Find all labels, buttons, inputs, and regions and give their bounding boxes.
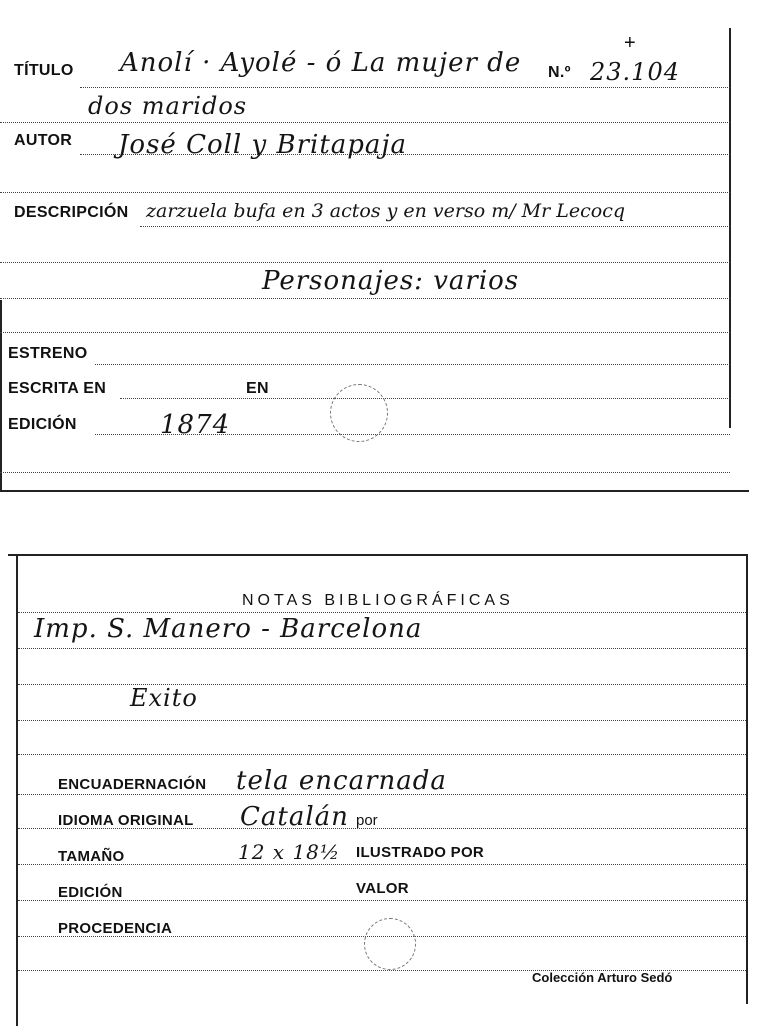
rule bbox=[0, 298, 730, 299]
escrita-en-label: ESCRITA EN bbox=[8, 380, 107, 397]
en-label: EN bbox=[246, 380, 269, 397]
numero-value: 23.104 bbox=[590, 58, 680, 86]
bottom-card-left-border bbox=[16, 556, 18, 1026]
rule bbox=[18, 900, 746, 901]
encuadernacion-value: tela encarnada bbox=[236, 766, 447, 796]
rule bbox=[95, 364, 730, 365]
idioma-original-label: IDIOMA ORIGINAL bbox=[58, 812, 194, 829]
rule bbox=[0, 262, 730, 263]
encuadernacion-label: ENCUADERNACIÓN bbox=[58, 776, 207, 793]
idioma-original-value: Catalán bbox=[240, 802, 349, 832]
rule bbox=[18, 612, 746, 613]
faint-stamp-circle bbox=[330, 384, 388, 442]
titulo-label: TÍTULO bbox=[14, 62, 74, 79]
edicion-label: EDICIÓN bbox=[8, 416, 77, 433]
rule bbox=[18, 684, 746, 685]
descripcion-value-line1: zarzuela bufa en 3 actos y en verso m/ Mr Lecocq bbox=[146, 200, 625, 222]
rule bbox=[18, 720, 746, 721]
rule bbox=[18, 754, 746, 755]
rule bbox=[140, 226, 730, 227]
ilustrado-por-label: ILUSTRADO POR bbox=[356, 844, 485, 861]
autor-value: José Coll y Britapaja bbox=[118, 130, 407, 160]
rule bbox=[0, 332, 730, 333]
descripcion-label: DESCRIPCIÓN bbox=[14, 204, 129, 221]
top-card-left-border bbox=[0, 300, 2, 490]
bottom-catalog-card bbox=[0, 540, 759, 1028]
rule bbox=[80, 87, 730, 88]
edicion-value: 1874 bbox=[160, 410, 231, 440]
top-card-bottom-border bbox=[0, 490, 749, 492]
procedencia-label: PROCEDENCIA bbox=[58, 920, 173, 937]
por-label: por bbox=[356, 812, 378, 829]
tamano-label: TAMAÑO bbox=[58, 848, 125, 865]
notas-bibliograficas-heading: NOTAS BIBLIOGRÁFICAS bbox=[242, 592, 514, 609]
top-card-right-border bbox=[729, 28, 731, 428]
edicion-label-bottom: EDICIÓN bbox=[58, 884, 123, 901]
numero-label: N.º bbox=[548, 64, 571, 81]
rule bbox=[18, 648, 746, 649]
tamano-value: 12 x 18½ bbox=[238, 840, 341, 864]
autor-label: AUTOR bbox=[14, 132, 73, 149]
valor-label: VALOR bbox=[356, 880, 409, 897]
rule bbox=[0, 192, 730, 193]
notes-line1: Imp. S. Manero - Barcelona bbox=[34, 614, 423, 644]
notes-line2: Exito bbox=[130, 684, 198, 712]
faint-stamp-circle-bottom bbox=[364, 918, 416, 970]
rule bbox=[0, 472, 730, 473]
descripcion-value-line2: Personajes: varios bbox=[262, 266, 520, 296]
rule bbox=[18, 864, 746, 865]
titulo-value-line2: dos maridos bbox=[88, 92, 248, 120]
top-catalog-card bbox=[0, 0, 759, 492]
titulo-value-line1: Anolí · Ayolé - ó La mujer de bbox=[120, 48, 522, 78]
rule bbox=[0, 122, 730, 123]
bottom-card-top-border bbox=[8, 554, 748, 556]
bottom-card-right-border bbox=[746, 556, 748, 1004]
collection-stamp: Colección Arturo Sedó bbox=[532, 970, 673, 985]
rule bbox=[120, 398, 730, 399]
numero-mark: + bbox=[624, 32, 636, 54]
estreno-label: ESTRENO bbox=[8, 345, 88, 362]
